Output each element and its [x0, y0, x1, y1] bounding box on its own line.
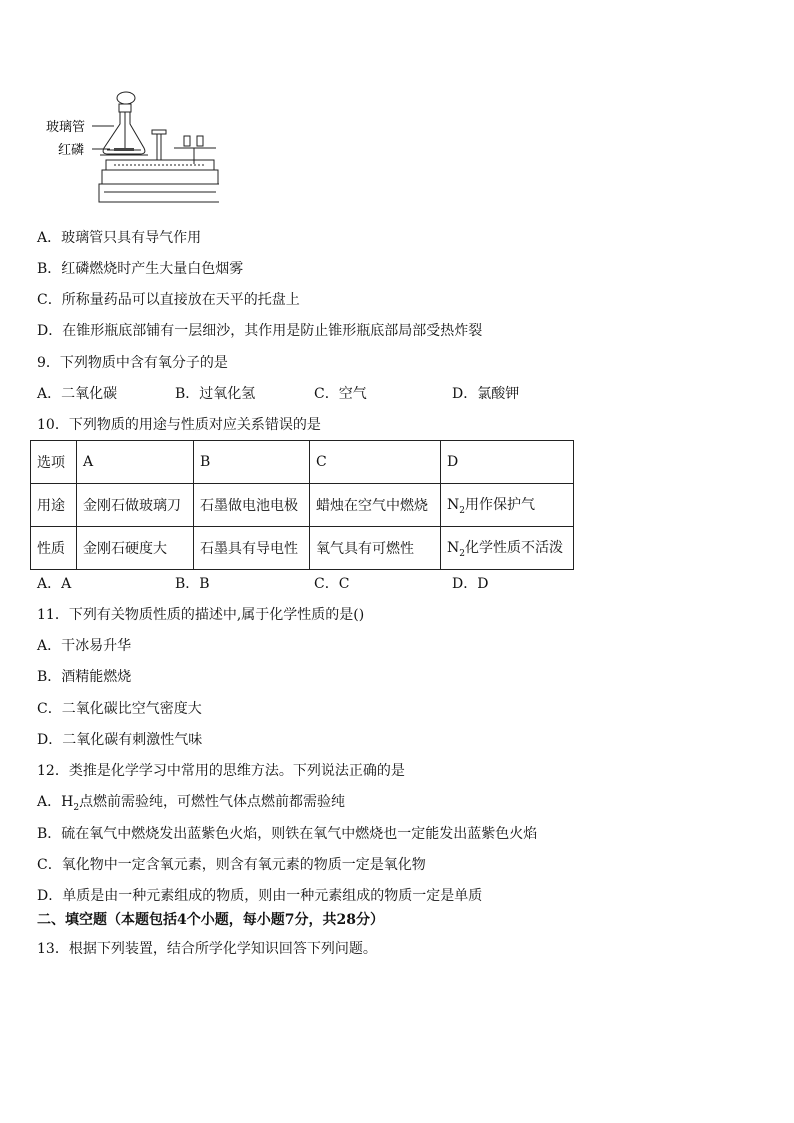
table-cell: [441, 527, 574, 570]
label-glass-tube: 玻璃管: [46, 120, 86, 135]
q10-option-c: C．C: [314, 576, 350, 592]
q10-table: [30, 440, 574, 570]
table-cell: 金刚石做玻璃刀: [77, 484, 194, 527]
table-cell: 选项: [31, 441, 77, 484]
q13-stem: 13．根据下列装置，结合所学化学知识回答下列问题。: [37, 941, 377, 957]
table-cell: 石墨具有导电性: [194, 527, 310, 570]
table-cell: D: [441, 441, 574, 484]
q12-option-a-rest: 点燃前需验纯，可燃性气体点燃前都需验纯: [79, 794, 346, 810]
q11-option-a: A．干冰易升华: [37, 638, 132, 654]
d-use-text: 用作保护气: [464, 497, 535, 514]
table-row: [31, 441, 574, 484]
q12-option-a: [37, 793, 345, 817]
q12-stem: 12．类推是化学学习中常用的思维方法。下列说法正确的是: [37, 763, 405, 779]
table-cell: C: [310, 441, 441, 484]
q8-option-c: C．所称量药品可以直接放在天平的托盘上: [37, 292, 300, 308]
q9-option-d: D．氯酸钾: [452, 386, 520, 402]
q11-option-d: D．二氧化碳有刺激性气味: [37, 732, 203, 748]
q12-option-b: B．硫在氧气中燃烧发出蓝紫色火焰，则铁在氧气中燃烧也一定能发出蓝紫色火焰: [37, 826, 538, 842]
table-row: [31, 527, 574, 570]
balance-flask-figure: [44, 84, 219, 209]
h2-subscript: 2: [73, 802, 80, 813]
q11-option-b: B．酒精能燃烧: [37, 669, 132, 685]
table-cell: 石墨做电池电极: [194, 484, 310, 527]
n2-symbol: N: [447, 540, 460, 557]
table-cell: 蜡烛在空气中燃烧: [310, 484, 441, 527]
section-heading: 二、填空题（本题包括4个小题，每小题7分，共28分）: [37, 912, 384, 928]
table-cell: 用途: [31, 484, 77, 527]
q9-stem: 9．下列物质中含有氧分子的是: [37, 355, 228, 371]
table-cell: 氧气具有可燃性: [310, 527, 441, 570]
q8-option-b: B．红磷燃烧时产生大量白色烟雾: [37, 261, 244, 277]
q8-option-d: D．在锥形瓶底部铺有一层细沙，其作用是防止锥形瓶底部局部受热炸裂: [37, 323, 483, 339]
q10-option-a: A．A: [37, 576, 72, 592]
q9-option-b: B．过氧化氢: [175, 386, 256, 402]
q9-option-c: C．空气: [314, 386, 367, 402]
label-red-phosphorus: 红磷: [58, 143, 85, 158]
q11-option-c: C．二氧化碳比空气密度大: [37, 701, 202, 717]
q10-stem: 10．下列物质的用途与性质对应关系错误的是: [37, 417, 321, 433]
q12-option-c: C．氧化物中一定含氧元素，则含有氧元素的物质一定是氧化物: [37, 857, 426, 873]
q11-stem: 11．下列有关物质性质的描述中,属于化学性质的是(): [37, 607, 365, 623]
q10-option-b: B．B: [175, 576, 210, 592]
table-cell: 性质: [31, 527, 77, 570]
q12-option-a-prefix: A．H: [37, 794, 74, 810]
q10-options: [37, 575, 757, 593]
q9-options: [37, 385, 757, 403]
table-cell: B: [194, 441, 310, 484]
n2-symbol: N: [447, 497, 460, 514]
q10-option-d: D．D: [452, 576, 489, 592]
n2-subscript: 2: [459, 505, 465, 516]
q9-option-a: A．二氧化碳: [37, 386, 118, 402]
q8-option-a: A．玻璃管只具有导气作用: [37, 230, 202, 246]
n2-subscript: 2: [459, 548, 465, 559]
d-prop-text: 化学性质不活泼: [464, 540, 563, 557]
table-row: [31, 484, 574, 527]
table-cell: A: [77, 441, 194, 484]
q12-option-d: D．单质是由一种元素组成的物质，则由一种元素组成的物质一定是单质: [37, 888, 483, 904]
table-cell: 金刚石硬度大: [77, 527, 194, 570]
table-cell: [441, 484, 574, 527]
